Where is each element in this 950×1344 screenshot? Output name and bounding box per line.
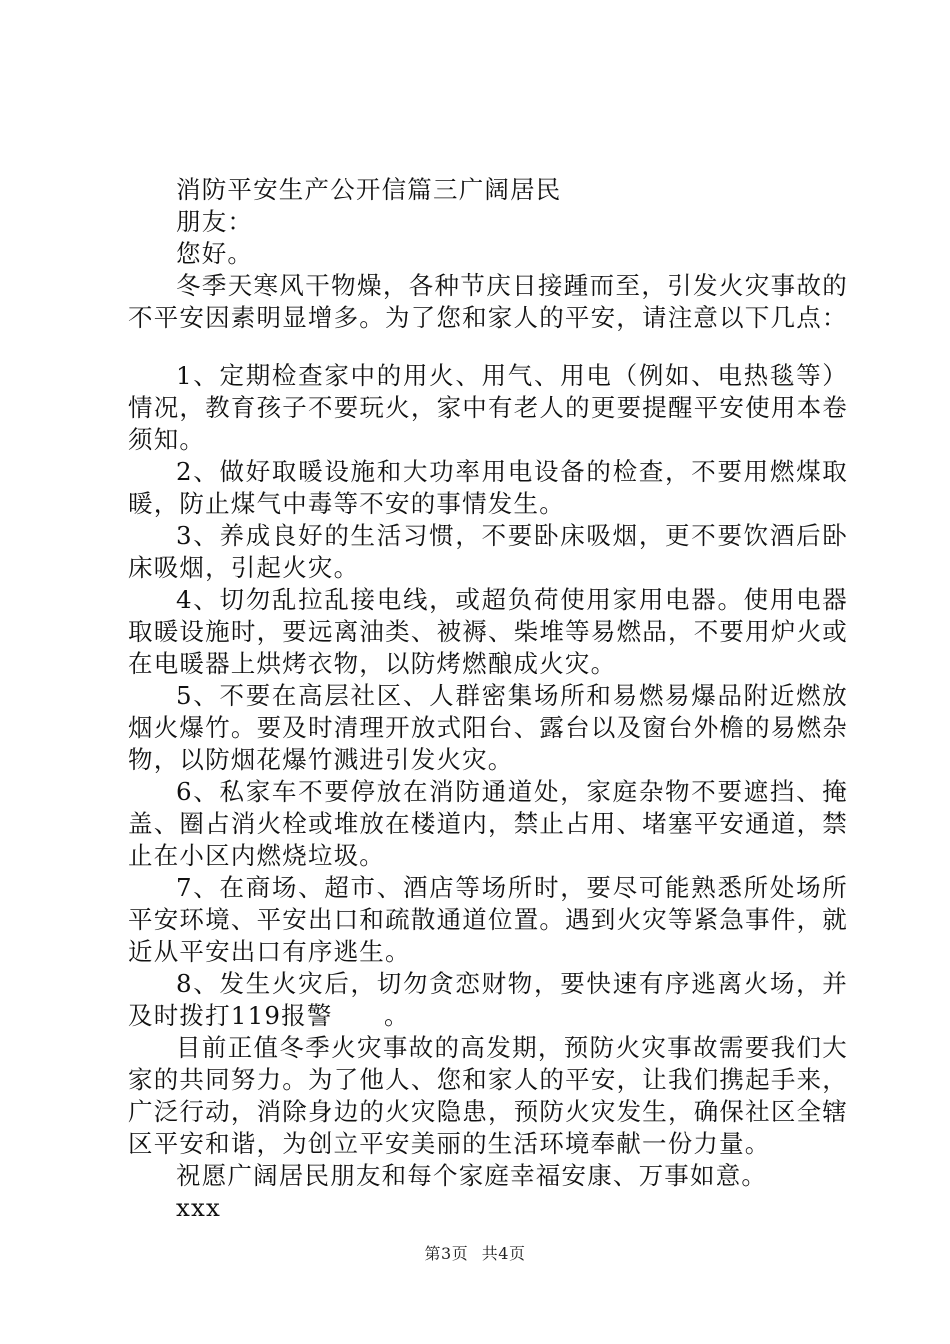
- letter-closing: 目前正值冬季火灾事故的高发期，预防火灾事故需要我们大家的共同努力。为了他人、您和家人的平安，让我们携起手来，广泛行动，消除身边的火灾隐患，预防火灾发生，确保社区全辖区平安和谐，为创立平安美丽的生活环境奉献一份力量。: [128, 1033, 848, 1158]
- safety-item-4: 4、切勿乱拉乱接电线，或超负荷使用家用电器。使用电器取暖设施时，要远离油类、被褥、柴堆等易燃品，不要用炉火或在电暖器上烘烤衣物，以防烤燃酿成火灾。: [128, 585, 848, 678]
- page-number-total: 共4页: [481, 1244, 526, 1263]
- safety-item-3: 3、养成良好的生活习惯，不要卧床吸烟，更不要饮酒后卧床吸烟，引起火灾。: [128, 521, 848, 582]
- safety-item-1: 1、定期检查家中的用火、用气、用电（例如、电热毯等）情况，教育孩子不要玩火，家中有老人的更要提醒平安使用本卷须知。: [128, 361, 848, 454]
- letter-intro: 冬季天寒风干物燥，各种节庆日接踵而至，引发火灾事故的不平安因素明显增多。为了您和家人的平安，请注意以下几点：: [128, 271, 848, 332]
- letter-body: [128, 174, 848, 1224]
- letter-title-line: 消防平安生产公开信篇三广阔居民: [176, 175, 562, 204]
- page-footer: [0, 1244, 950, 1264]
- safety-item-6: 6、私家车不要停放在消防通道处，家庭杂物不要遮挡、掩盖、圈占消火栓或堆放在楼道内，禁止占用、堵塞平安通道，禁止在小区内燃烧垃圾。: [128, 777, 848, 870]
- letter-salutation: 朋友：: [176, 207, 254, 236]
- safety-item-2: 2、做好取暖设施和大功率用电设备的检查，不要用燃煤取暖，防止煤气中毒等不安的事情发生。: [128, 457, 848, 518]
- safety-item-8: 8、发生火灾后，切勿贪恋财物，要快速有序逃离火场，并及时拨打119报警 。: [128, 969, 848, 1030]
- safety-item-5: 5、不要在高层社区、人群密集场所和易燃易爆品附近燃放烟火爆竹。要及时清理开放式阳台、露台以及窗台外檐的易燃杂物，以防烟花爆竹溅进引发火灾。: [128, 681, 848, 774]
- letter-wish: 祝愿广阔居民朋友和每个家庭幸福安康、万事如意。: [176, 1161, 768, 1190]
- letter-greeting: 您好。: [176, 239, 254, 268]
- safety-item-7: 7、在商场、超市、酒店等场所时，要尽可能熟悉所处场所平安环境、平安出口和疏散通道位置。遇到火灾等紧急事件，就近从平安出口有序逃生。: [128, 873, 848, 966]
- letter-signature: xxx: [176, 1193, 222, 1222]
- page-number-current: 第3页: [424, 1244, 469, 1263]
